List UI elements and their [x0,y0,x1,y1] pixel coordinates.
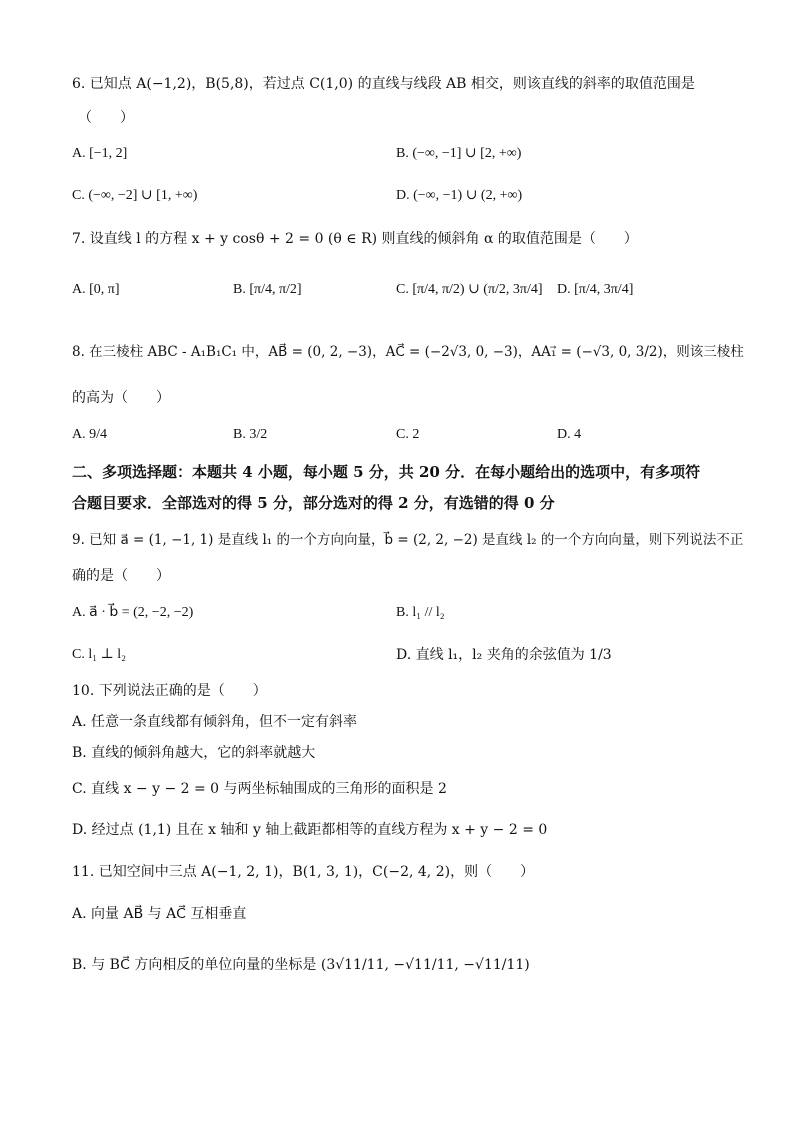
q9-option-b: B. l₁ // l₂ [396,605,445,620]
q9-stem-continued: 确的是（ ） [72,568,170,584]
q6-option-d: D. (−∞, −1) ∪ (2, +∞) [396,188,523,203]
section-heading-line2: 合题目要求．全部选对的得 5 分，部分选对的得 2 分，有选错的得 0 分 [72,494,555,512]
q8-option-a: A. 9/4 [72,427,107,442]
q10-option-c: C. 直线 x − y − 2 = 0 与两坐标轴围成的三角形的面积是 2 [72,781,447,797]
q6-option-b: B. (−∞, −1] ∪ [2, +∞) [396,146,522,161]
q10-option-b: B. 直线的倾斜角越大，它的斜率就越大 [72,745,316,761]
q10-option-a: A. 任意一条直线都有倾斜角，但不一定有斜率 [72,714,358,730]
q9-option-c: C. l₁ ⊥ l₂ [72,647,127,662]
q6-option-c: C. (−∞, −2] ∪ [1, +∞) [72,188,198,203]
q8-stem: 8. 在三棱柱 ABC - A₁B₁C₁ 中，AB⃗ = (0, 2, −3)，AC⃗ = (−2√3, 0, −3)，AA₁⃗ = (−√3, 0, 3/2)，则该三棱柱 [72,344,744,360]
section-heading-line1: 二、多项选择题：本题共 4 小题，每小题 5 分，共 20 分．在每小题给出的选项中，有多项符 [72,463,701,481]
q11-stem: 11. 已知空间中三点 A(−1, 2, 1)，B(1, 3, 1)，C(−2, 4, 2)，则（ ） [72,864,535,880]
q8-option-b: B. 3/2 [233,427,268,442]
q6-stem: 6. 已知点 A(−1,2)，B(5,8)，若过点 C(1,0) 的直线与线段 AB 相交，则该直线的斜率的取值范围是 [72,76,695,92]
q8-stem-continued: 的高为（ ） [72,390,170,406]
q6-answer-paren: （ ） [78,110,134,126]
q8-option-d: D. 4 [557,427,582,442]
q7-option-d: D. [π/4, 3π/4] [557,282,634,297]
q7-stem: 7. 设直线 l 的方程 x + y cosθ + 2 = 0 (θ ∈ R) 则直线的倾斜角 α 的取值范围是（ ） [72,231,638,247]
q11-option-b: B. 与 BC⃗ 方向相反的单位向量的坐标是 (3√11/11, −√11/11, −√11/11) [72,957,530,973]
q10-stem: 10. 下列说法正确的是（ ） [72,683,267,699]
q9-stem: 9. 已知 a⃗ = (1, −1, 1) 是直线 l₁ 的一个方向向量，b⃗ = (2, 2, −2) 是直线 l₂ 的一个方向向量，则下列说法不正 [72,532,744,548]
q8-option-c: C. 2 [396,427,420,442]
q6-option-a: A. [−1, 2] [72,146,128,161]
q7-option-c: C. [π/4, π/2) ∪ (π/2, 3π/4] [396,282,543,297]
q7-option-a: A. [0, π] [72,282,120,297]
q11-option-a: A. 向量 AB⃗ 与 AC⃗ 互相垂直 [72,906,247,922]
q10-option-d: D. 经过点 (1,1) 且在 x 轴和 y 轴上截距都相等的直线方程为 x + y − 2 = 0 [72,822,548,838]
q7-option-b: B. [π/4, π/2] [233,282,302,297]
q9-option-d: D. 直线 l₁，l₂ 夹角的余弦值为 1/3 [396,647,612,663]
q9-option-a: A. a⃗ · b⃗ = (2, −2, −2) [72,605,194,620]
